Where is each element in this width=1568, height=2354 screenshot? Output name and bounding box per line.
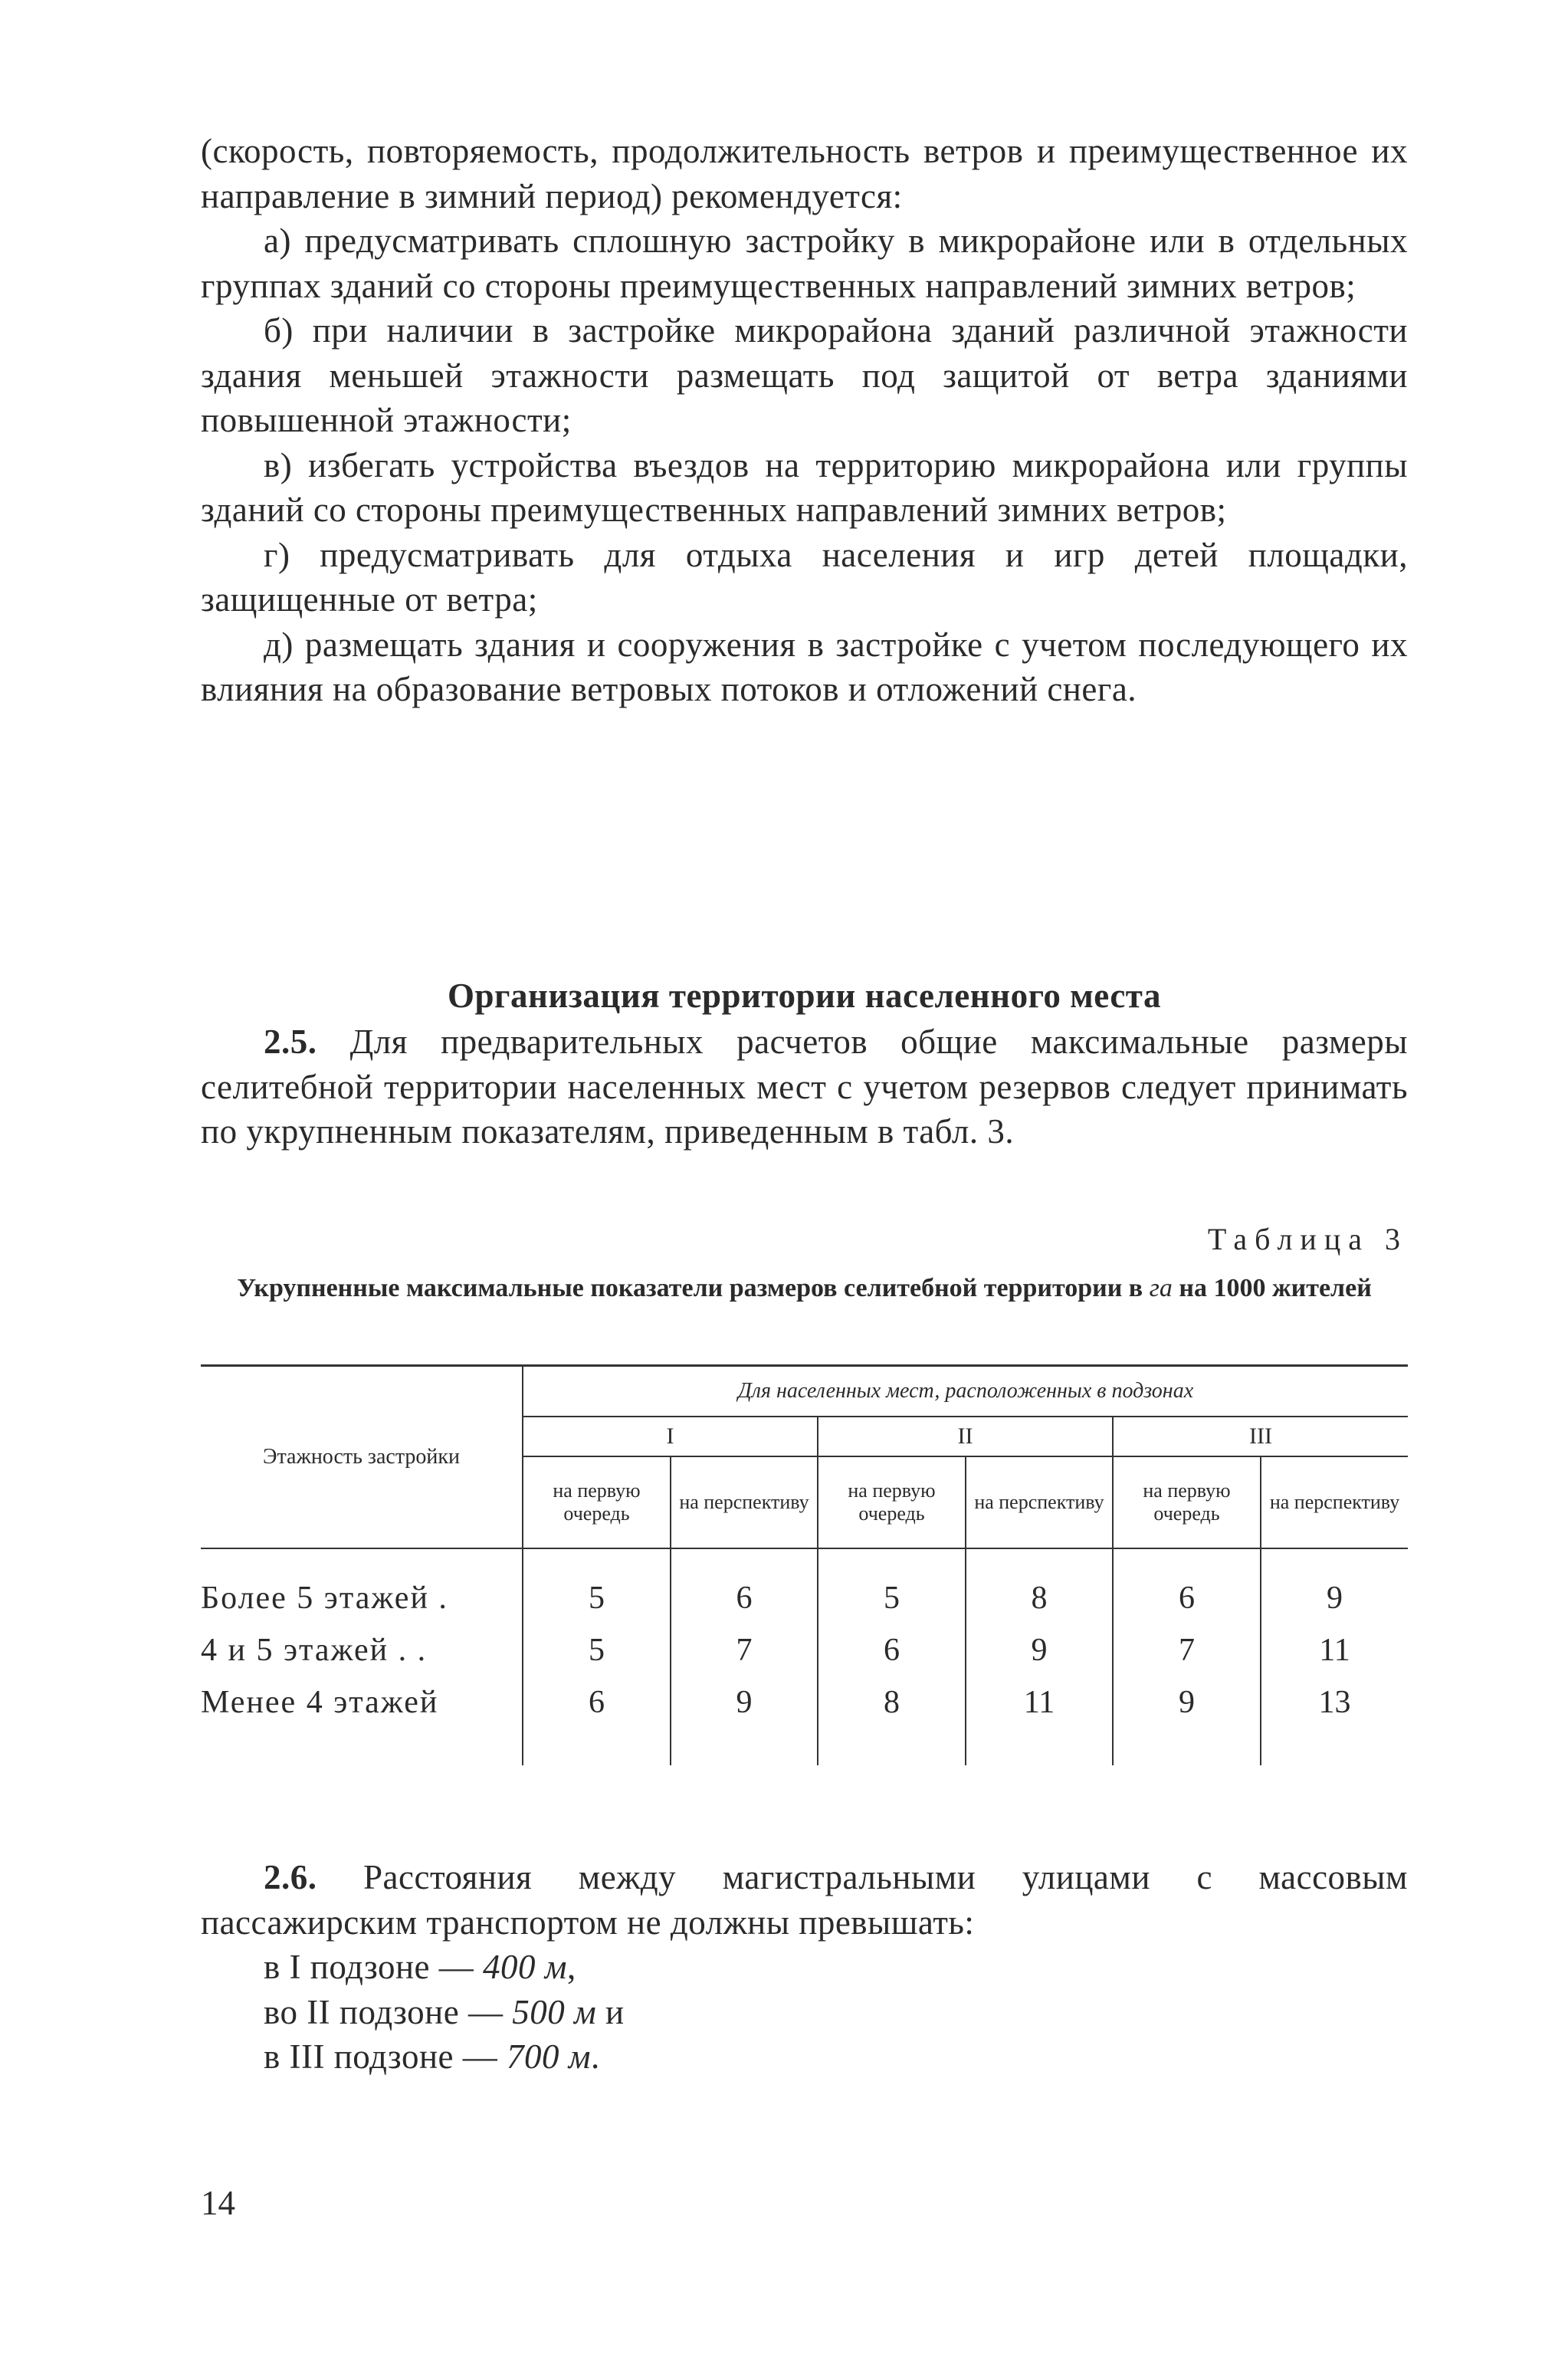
table-cell: 7 — [1113, 1624, 1261, 1676]
clause-number-2-5: 2.5. — [264, 1023, 317, 1061]
distance-value: 700 м — [507, 2037, 591, 2076]
table-cell: 9 — [966, 1624, 1113, 1676]
row-label: 4 и 5 этажей . . — [201, 1633, 428, 1668]
table-cell: 6 — [671, 1548, 818, 1624]
zone-header-2: II — [818, 1417, 1113, 1456]
sub-header-first: на первую очередь — [1113, 1456, 1261, 1548]
table-3 — [201, 1364, 1408, 1765]
table-title-part2: на 1000 жителей — [1179, 1274, 1372, 1302]
intro-paragraph — [201, 129, 1408, 712]
sub-header-perspective: на перспективу — [1261, 1456, 1408, 1548]
table-title — [201, 1272, 1408, 1305]
stub-header: Этажность застройки — [201, 1366, 523, 1549]
list-item-g: г) предусматривать для отдыха населения и игр детей площадки, защищенные от ветра; — [201, 535, 1408, 619]
distance-value: 500 м — [512, 1992, 597, 2031]
table-cell: 9 — [1113, 1676, 1261, 1765]
table-cell: 11 — [1261, 1624, 1408, 1676]
main-header: Для населенных мест, расположенных в подзонах — [523, 1366, 1408, 1417]
list-item-d: д) размещать здания и сооружения в застройке с учетом последующего их влияния на образование ветровых потоков и отложений снега. — [201, 625, 1408, 708]
clause-text-2-5: Для предварительных расчетов общие максимальные размеры селитебной территории населенных мест с учетом резервов следует принимать по укрупненным показателям, приведенным в табл. 3. — [201, 1023, 1408, 1151]
table-row — [201, 1624, 1408, 1676]
row-label: Более 5 этажей . — [201, 1581, 448, 1616]
list-item-b: б) при наличии в застройке микрорайона зданий различной этажности здания меньшей этажности размещать под защитой от ветра зданиями повышенной этажности; — [201, 311, 1408, 439]
row-label: Менее 4 этажей — [201, 1685, 439, 1720]
distance-line-3: в III подзоне — 700 м. — [264, 2037, 600, 2076]
table-label: Таблица 3 — [1207, 1222, 1408, 1256]
list-item-v: в) избегать устройства въездов на территорию микрорайона или группы зданий со стороны преимущественных направлений зимних ветров; — [201, 445, 1408, 529]
table-cell: 9 — [1261, 1548, 1408, 1624]
table-title-unit: га — [1149, 1274, 1173, 1302]
zone-header-1: I — [523, 1417, 818, 1456]
table-row — [201, 1548, 1408, 1624]
table-cell: 6 — [523, 1676, 671, 1765]
table-title-part1: Укрупненные максимальные показатели размеров селитебной территории в — [237, 1274, 1143, 1302]
zone-header-3: III — [1113, 1417, 1408, 1456]
sub-header-perspective: на перспективу — [671, 1456, 818, 1548]
table-cell: 9 — [671, 1676, 818, 1765]
distance-value: 400 м — [483, 1948, 567, 1986]
table-row — [201, 1676, 1408, 1765]
table-cell: 8 — [966, 1548, 1113, 1624]
list-item-a: а) предусматривать сплошную застройку в микрорайоне или в отдельных группах зданий со стороны преимущественных направлений зимних ветров; — [201, 222, 1408, 305]
table-cell: 5 — [818, 1548, 966, 1624]
table-cell: 11 — [966, 1676, 1113, 1765]
distance-line-2: во II подзоне — 500 м и — [264, 1992, 625, 2031]
table-cell: 5 — [523, 1624, 671, 1676]
distance-line-1: в I подзоне — 400 м, — [264, 1948, 576, 1986]
section-heading: Организация территории населенного места — [448, 977, 1161, 1015]
clause-number-2-6: 2.6. — [264, 1858, 317, 1896]
paragraph-2-6 — [201, 1855, 1408, 2080]
sub-header-first: на первую очередь — [523, 1456, 671, 1548]
table-cell: 7 — [671, 1624, 818, 1676]
intro-line: (скорость, повторяемость, продолжительность ветров и преимущественное их направление в зимний период) рекомендуется: — [201, 132, 1408, 215]
table-cell: 5 — [523, 1548, 671, 1624]
sub-header-perspective: на перспективу — [966, 1456, 1113, 1548]
page-number: 14 — [201, 2184, 235, 2222]
paragraph-2-5 — [201, 1019, 1408, 1154]
sub-header-first: на первую очередь — [818, 1456, 966, 1548]
clause-text-2-6: Расстояния между магистральными улицами с массовым пассажирским транспортом не должны превышать: — [201, 1858, 1408, 1942]
table-cell: 13 — [1261, 1676, 1408, 1765]
table-cell: 8 — [818, 1676, 966, 1765]
table-cell: 6 — [1113, 1548, 1261, 1624]
table-cell: 6 — [818, 1624, 966, 1676]
